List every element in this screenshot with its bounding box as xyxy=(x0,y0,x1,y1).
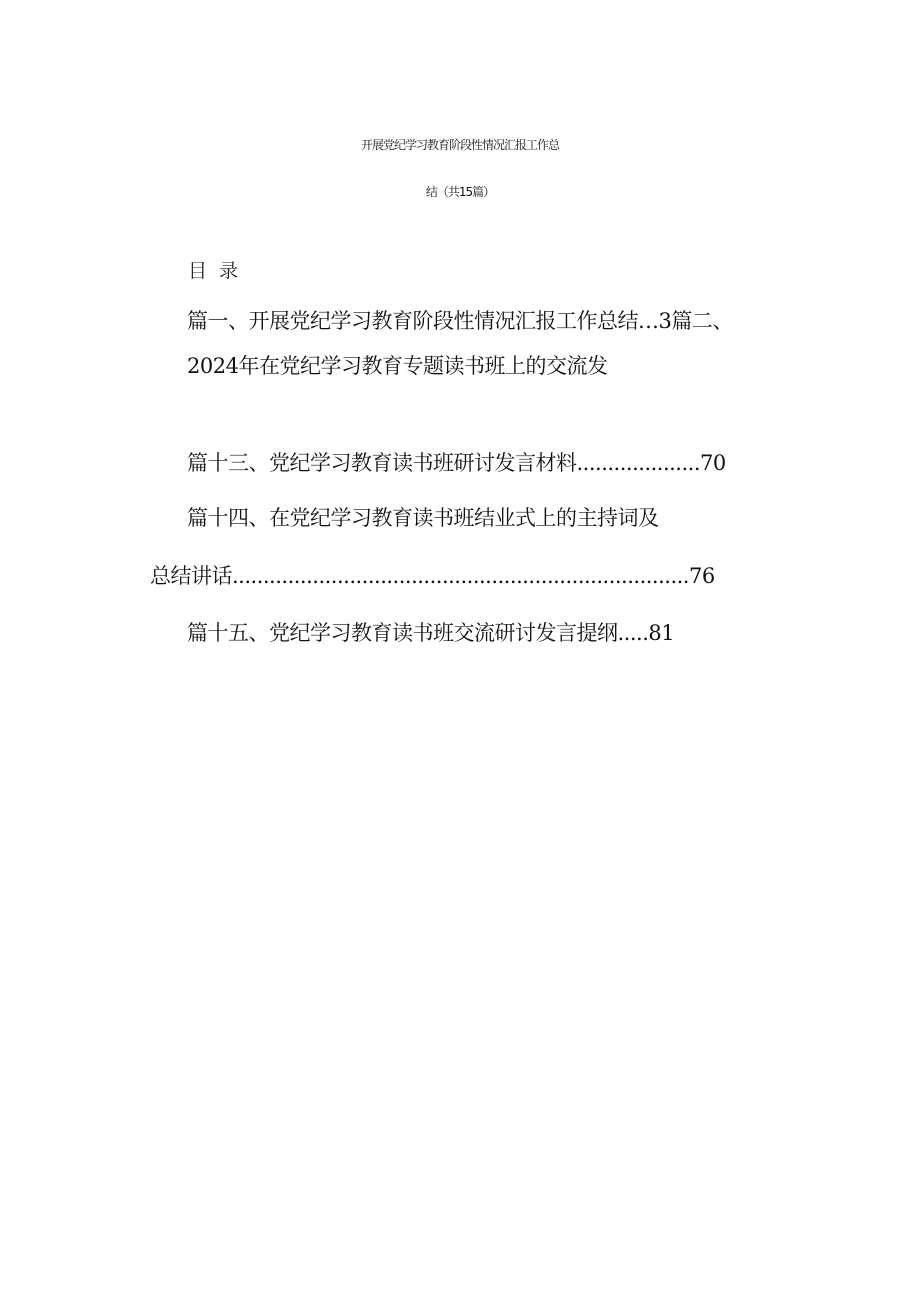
toc-entry-2: 2024年在党纪学习教育专题读书班上的交流发 xyxy=(187,354,608,378)
toc-entry-14-continuation: 总结讲话..........................................................................76 xyxy=(150,564,715,588)
toc-entry-15: 篇十五、党纪学习教育读书班交流研讨发言提纲.....81 xyxy=(187,621,675,645)
document-title-line-2: 结（共15篇） xyxy=(425,185,495,199)
toc-entry-1: 篇一、开展党纪学习教育阶段性情况汇报工作总结…3篇二、 xyxy=(187,309,733,333)
toc-entry-14: 篇十四、在党纪学习教育读书班结业式上的主持词及 xyxy=(187,506,659,530)
document-title-line-1: 开展党纪学习教育阶段性情况汇报工作总 xyxy=(360,138,559,152)
toc-entry-13: 篇十三、党纪学习教育读书班研讨发言材料....................70 xyxy=(187,451,726,475)
toc-heading: 目 录 xyxy=(188,260,242,282)
